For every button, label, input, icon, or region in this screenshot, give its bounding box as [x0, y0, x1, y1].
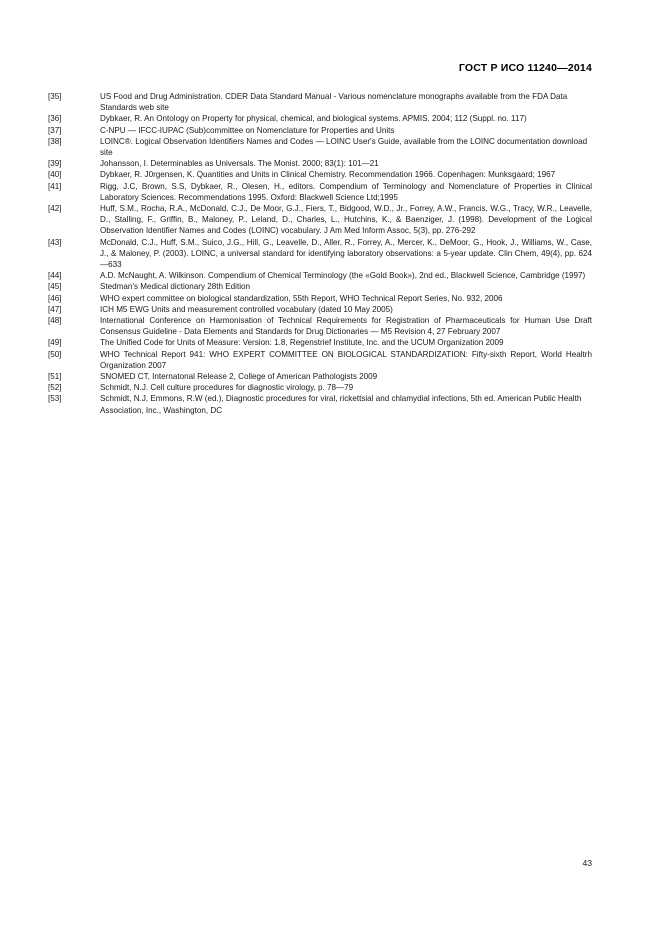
bibliography-entry-number: [36]	[48, 114, 62, 124]
bibliography-entry	[48, 371, 592, 382]
bibliography-entry-text: Stedman's Medical dictionary 28th Edition	[100, 282, 251, 292]
bibliography-entry	[48, 304, 592, 315]
bibliography-entry-text: The Unified Code for Units of Measure: Version: 1.8, Regenstrief Institute, Inc. and the UCUM Organization 2009	[100, 338, 504, 348]
bibliography-entry	[48, 293, 592, 304]
bibliography-entry-number: [39]	[48, 159, 62, 169]
bibliography-entry-number: [42]	[48, 204, 62, 214]
bibliography-entry-text: Schmidt, N.J, Emmons, R.W (ed.), Diagnostic procedures for viral, rickettsial and chlamydial infections, 5th ed. American Public Health Association, Inc., Washington, DC	[100, 394, 582, 415]
bibliography-entry	[48, 158, 592, 169]
page-number: 43	[582, 858, 592, 868]
bibliography-entry-text: Schmidt, N.J. Cell culture procedures for diagnostic virology, p. 78—79	[100, 383, 354, 393]
bibliography-entry-number: [50]	[48, 349, 62, 359]
bibliography-entry-text: Dybkaer, R. An Ontology on Property for physical, chemical, and biological systems. APMIS. 2004; 112 (Suppl. no. 117)	[100, 114, 527, 124]
bibliography-entry	[48, 237, 592, 271]
bibliography-entry	[48, 349, 592, 371]
bibliography-entry	[48, 203, 592, 237]
bibliography-entry-text: US Food and Drug Administration. CDER Data Standard Manual - Various nomenclature monographs available from the FDA Data Standards web site	[100, 92, 568, 113]
bibliography-entry-text: ICH M5 EWG Units and measurement controlled vocabulary (dated 10 May 2005)	[100, 304, 393, 314]
bibliography-entry-number: [53]	[48, 394, 62, 404]
bibliography-list	[48, 91, 592, 416]
bibliography-entry-number: [48]	[48, 316, 62, 326]
bibliography-entry-number: [37]	[48, 125, 62, 135]
bibliography-entry	[48, 315, 592, 337]
bibliography-entry-text: Rigg, J.C, Brown, S.S, Dybkaer, R., Olesen, H., editors. Compendium of Terminology and Nomenclature of Properties in Clinical Laboratory Sciences. Recommendations 1995. Oxford: Blackwell Science Ltd;1995	[100, 181, 592, 202]
bibliography-entry-text: International Conference on Harmonisation of Technical Requirements for Registration of Pharmaceuticals for Human Use Draft Consensus Guideline - Data Elements and Standards for Drug Dictionaries — M5 Revision 4, 27 February 2007	[100, 316, 592, 337]
bibliography-entry-number: [47]	[48, 304, 62, 314]
bibliography-entry	[48, 136, 592, 158]
bibliography-entry-number: [41]	[48, 181, 62, 191]
bibliography-entry-text: WHO Technical Report 941: WHO EXPERT COMMITTEE ON BIOLOGICAL STANDARDIZATION: Fifty-sixth Report, World Healtrh Organization 2007	[100, 349, 592, 370]
bibliography-entry-text: Johansson, I. Determinables as Universals. The Monist. 2000; 83(1): 101—21	[100, 159, 379, 169]
bibliography-entry-text: A.D. McNaught, A. Wilkinson. Compendium of Chemical Terminology (the «Gold Book»), 2nd ed., Blackwell Science, Cambridge (1997)	[100, 271, 586, 281]
bibliography-entry	[48, 393, 592, 415]
bibliography-entry	[48, 270, 592, 281]
bibliography-entry	[48, 181, 592, 203]
bibliography-entry-number: [51]	[48, 372, 62, 382]
bibliography-entry-number: [38]	[48, 136, 62, 146]
bibliography-entry-text: WHO expert committee on biological standardization, 55th Report, WHO Technical Report Series, No. 932, 2006	[100, 293, 503, 303]
bibliography-entry-text: Huff, S.M., Rocha, R.A., McDonald, C.J., De Moor, G.J., Fiers, T., Bidgood, W.D., Jr., Forrey, A.W., Francis, W.G., Tracy, W.R., Leavelle, D., Stalling, F., Griffin, B., Maloney, P., Leland, D., Charles, L., Hutchins, K., & Baenziger, J. (1998). Development of the Logical Observation Identifier Names and Codes (LOINC) vocabulary. J Am Med Inform Assoc, 5(3), pp. 276-292	[100, 204, 592, 236]
bibliography-entry	[48, 337, 592, 348]
bibliography-entry	[48, 91, 592, 113]
bibliography-entry	[48, 125, 592, 136]
bibliography-entry-number: [44]	[48, 271, 62, 281]
bibliography-entry-number: [46]	[48, 293, 62, 303]
bibliography-entry	[48, 382, 592, 393]
bibliography-entry	[48, 281, 592, 292]
bibliography-entry-number: [40]	[48, 170, 62, 180]
bibliography-entry-text: McDonald, C.J., Huff, S.M., Suico, J.G., Hill, G., Leavelle, D., Aller, R., Forrey, A., Mercer, K., DeMoor, G., Hook, J., Williams, W., Case, J., & Maloney, P. (2003). LOINC, a universal standard for identifying laboratory observations: a 5-year update. Clin Chem, 49(4), pp. 624—633	[100, 237, 592, 270]
bibliography-entry-text: SNOMED CT, Internatonal Release 2, College of American Pathologists 2009	[100, 372, 378, 382]
page-header-standard-title: ГОСТ Р ИСО 11240—2014	[458, 62, 592, 74]
bibliography-entry-number: [35]	[48, 92, 62, 101]
bibliography-entry-text: LOINC®. Logical Observation Identifiers Names and Codes — LOINC User's Guide, available from the LOINC documentation download site	[100, 136, 588, 158]
bibliography-entry	[48, 169, 592, 180]
bibliography-entry-number: [52]	[48, 383, 62, 393]
bibliography-entry-text: Dybkaer, R. J0rgensen, K. Quantities and Units in Clinical Chemistry. Recommendation 1966. Copenhagen: Munksgaard; 1967	[100, 170, 556, 180]
bibliography-entry	[48, 113, 592, 124]
bibliography-entry-number: [49]	[48, 338, 62, 348]
bibliography-entry-number: [43]	[48, 237, 62, 247]
bibliography-entry-text: C-NPU — IFCC-IUPAC (Sub)committee on Nomenclature for Properties and Units	[100, 125, 395, 135]
bibliography-entry-number: [45]	[48, 282, 62, 292]
